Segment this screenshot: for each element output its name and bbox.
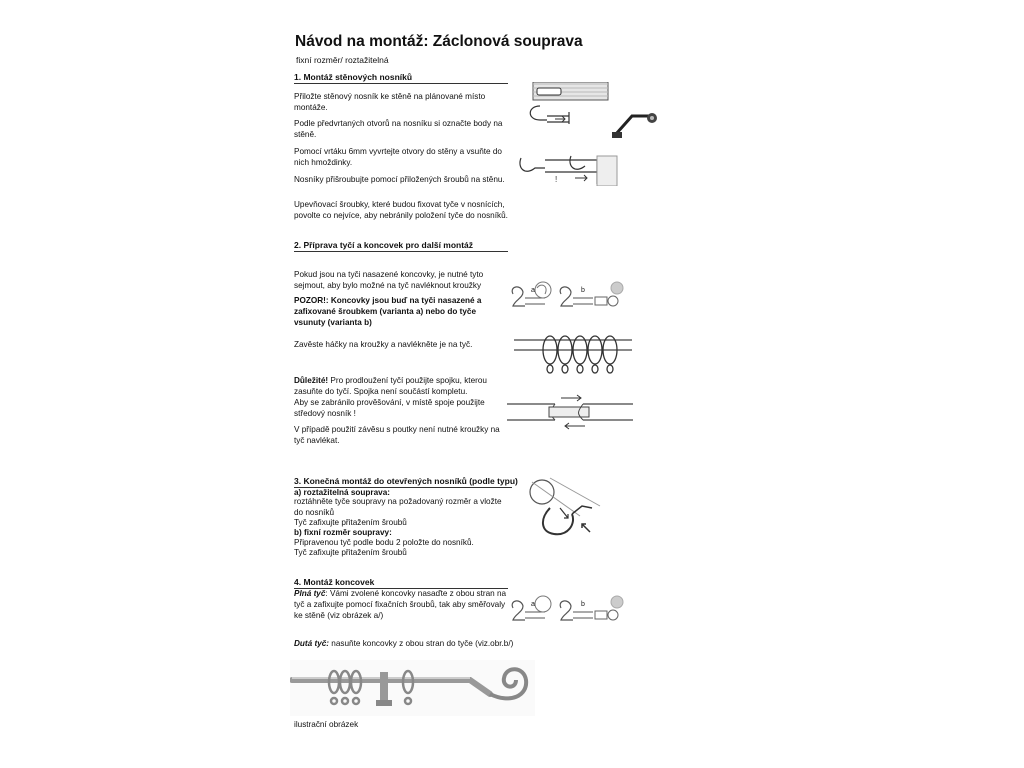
- section2-paragraph-6: V případě použití závěsu s poutky není nutné kroužky na tyč navlékat.: [294, 425, 500, 445]
- section2-paragraph-1: Pokud jsou na tyči nasazené koncovky, je nutné tyto sejmout, aby bylo možné na tyč navléknout kroužky: [294, 270, 484, 290]
- section4-heading: 4. Montáž koncovek: [294, 577, 508, 589]
- section1-paragraph-5: Upevňovací šroubky, které budou fixovat tyče v nosnících, povolte co nejvíce, aby nebránily položení tyče do nosníků.: [294, 200, 508, 220]
- section3-b-heading: b) fixní rozměr soupravy:: [294, 528, 392, 537]
- wall-bracket-drilling-image: [525, 82, 610, 124]
- section1-paragraph-3: Pomocí vrtáku 6mm vyvrtejte otvory do stěny a vsuňte do nich hmoždinky.: [294, 147, 502, 167]
- page-title: Návod na montáž: Záclonová souprava: [295, 33, 583, 50]
- important-text: Pro prodloužení tyčí použijte spojku, kterou zasuňte do tyčí. Spojka není součástí kompletu.: [294, 376, 487, 396]
- section4-full-rod-text: [294, 588, 509, 621]
- section2-heading: 2. Příprava tyčí a koncovek pro další montáž: [294, 240, 508, 252]
- section3-a-heading: a) roztažitelná souprava:: [294, 488, 390, 497]
- variant-b-label: b: [581, 287, 585, 294]
- mount-a-label: a: [531, 601, 535, 608]
- section1-paragraph-4: Nosníky přišroubujte pomocí přiložených šroubů na stěnu.: [294, 175, 505, 184]
- section2-paragraph-3: Zavěste háčky na kroužky a navlékněte je na tyč.: [294, 340, 473, 349]
- section2-paragraph-4: [294, 375, 509, 397]
- hollow-rod-instructions: nasuňte koncovky z obou stran do tyče (viz.obr.b/): [329, 639, 514, 648]
- section3-a-text-2: Tyč zafixujte přitažením šroubů: [294, 518, 407, 527]
- section1-paragraph-1: Přiložte stěnový nosník ke stěně na plánované místo montáže.: [294, 92, 486, 112]
- section4-hollow-rod-text: [294, 638, 534, 649]
- rod-into-bracket-image: [520, 476, 610, 546]
- section3-heading: 3. Konečná montáž do otevřených nosníků (podle typu): [294, 476, 518, 486]
- important-label: Důležité!: [294, 376, 329, 385]
- section1-paragraph-2: Podle předvrtaných otvorů na nosníku si označte body na stěně.: [294, 119, 503, 139]
- wall-bracket-photo: [610, 108, 660, 140]
- finial-variants-image: [505, 276, 635, 324]
- rings-on-rod-image: [510, 330, 635, 376]
- full-rod-label: Plná tyč: [294, 589, 326, 598]
- image-caption: ilustrační obrázek: [294, 720, 359, 729]
- svg-text:!: !: [555, 175, 558, 184]
- finial-mounting-image: [505, 590, 635, 638]
- full-rod-instructions: : Vámi zvolené koncovky nasaďte z obou stran na tyč a zafixujte pomocí fixačních šroubů, tak aby směřovaly ke stěně (viz obrázek a/): [294, 589, 507, 620]
- variant-a-label: a: [531, 287, 535, 294]
- hollow-rod-label: Dutá tyč:: [294, 639, 330, 648]
- page-subtitle: fixní rozměr/ roztažitelná: [296, 55, 389, 65]
- curtain-rod-photo: [290, 660, 535, 716]
- section1-heading: 1. Montáž stěnových nosníků: [294, 72, 508, 84]
- mount-b-label: b: [581, 601, 585, 608]
- section2-paragraph-5: Aby se zabránilo prověšování, v místě spoje použijte středový nosník !: [294, 398, 485, 418]
- section3-b-text-1: Připravenou tyč podle bodu 2 položte do nosníků.: [294, 538, 474, 547]
- section3-b-text-2: Tyč zafixujte přitažením šroubů: [294, 548, 407, 557]
- wall-bracket-mounting-image: [515, 150, 635, 186]
- section3-a-text-1: roztáhněte tyče soupravy na požadovaný rozměr a vložte do nosníků: [294, 497, 502, 517]
- section2-warning: POZOR!: Koncovky jsou buď na tyči nasazené a zafixované šroubkem (varianta a) nebo do tyče vsunuty (varianta b): [294, 296, 482, 327]
- rod-connector-image: [505, 390, 635, 432]
